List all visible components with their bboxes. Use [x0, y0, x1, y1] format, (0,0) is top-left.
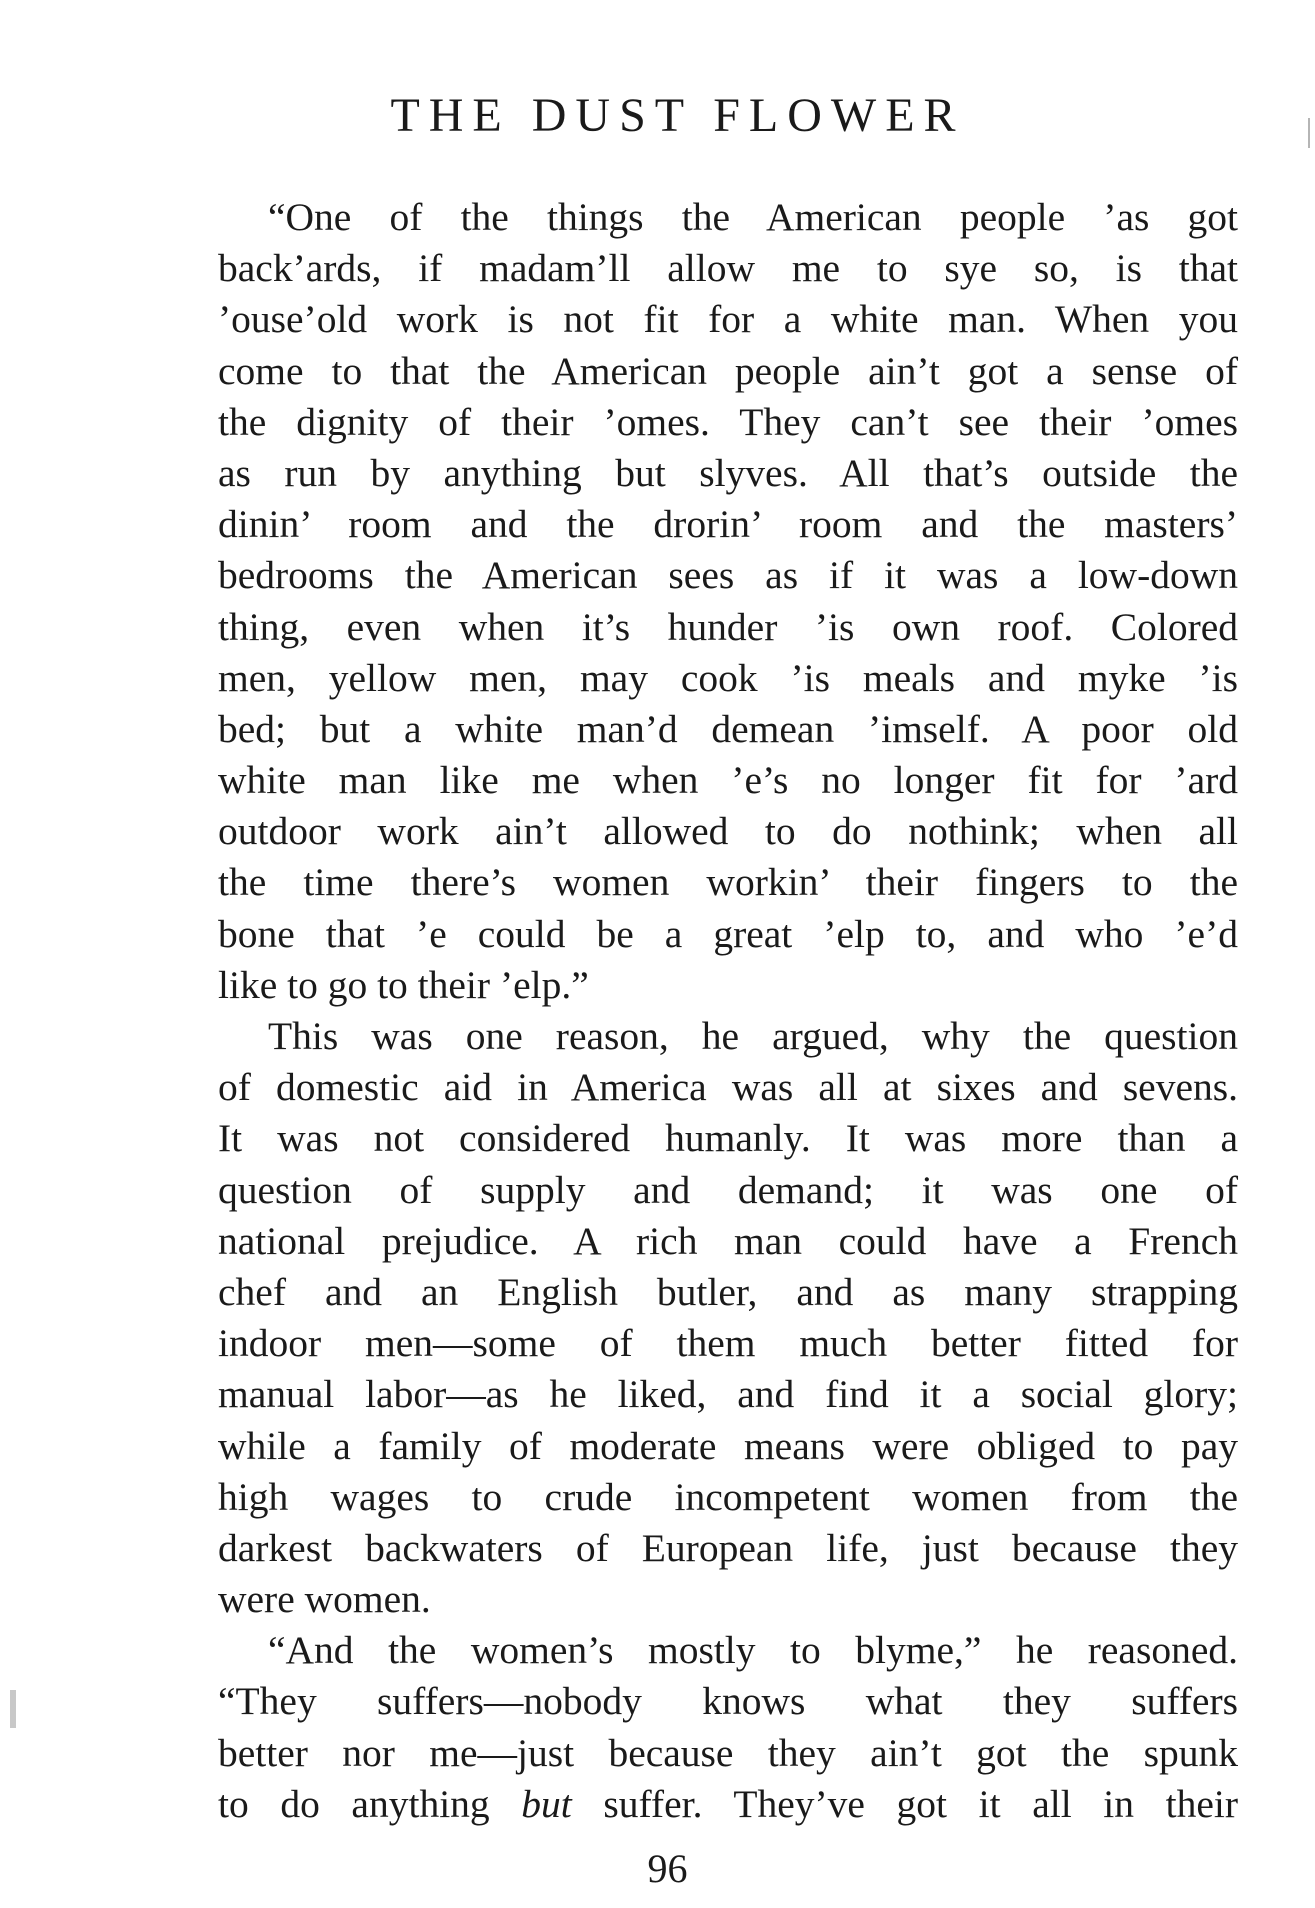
text-line: thing, even when it’s hunder ’is own roof. Colored — [218, 604, 1238, 649]
scan-mark — [10, 1690, 16, 1728]
text-line: bedrooms the American sees as if it was a low-down — [218, 553, 1238, 598]
text-line: manual labor—as he liked, and find it a social glory; — [218, 1372, 1238, 1417]
text-line: bone that ’e could be a great ’elp to, and who ’e’d — [218, 911, 1238, 956]
text-line: “They suffers—nobody knows what they suffers — [218, 1679, 1238, 1724]
body-text — [218, 192, 1238, 1830]
scan-mark — [1308, 118, 1310, 148]
text-line: high wages to crude incompetent women from the — [218, 1474, 1238, 1519]
text-line: come to that the American people ain’t got a sense of — [218, 348, 1238, 393]
running-head: THE DUST FLOWER — [390, 89, 965, 142]
text-line: as run by anything but slyves. All that’s outside the — [218, 450, 1238, 495]
text-line: outdoor work ain’t allowed to do nothink; when all — [218, 809, 1238, 854]
text-line: “And the women’s mostly to blyme,” he reasoned. — [268, 1628, 1238, 1673]
text-line: indoor men—some of them much better fitted for — [218, 1321, 1238, 1366]
text-line: were women. — [218, 1577, 431, 1622]
text-line: like to go to their ’elp.” — [218, 962, 589, 1007]
text-line: ’ouse’old work is not fit for a white man. When you — [218, 297, 1238, 342]
text-line: question of supply and demand; it was one of — [218, 1167, 1238, 1212]
text-line: better nor me—just because they ain’t got the spunk — [218, 1730, 1238, 1775]
text-line: while a family of moderate means were obliged to pay — [218, 1423, 1238, 1468]
text-line: national prejudice. A rich man could have a French — [218, 1218, 1238, 1263]
text-line: the time there’s women workin’ their fingers to the — [218, 860, 1238, 905]
text-line: bed; but a white man’d demean ’imself. A poor old — [218, 706, 1238, 751]
text-line: This was one reason, he argued, why the question — [268, 1014, 1238, 1058]
text-line: white man like me when ’e’s no longer fit for ’ard — [218, 758, 1238, 803]
text-line: back’ards, if madam’ll allow me to sye so, is that — [218, 246, 1238, 291]
text-line: chef and an English butler, and as many strapping — [218, 1269, 1238, 1314]
text-line: It was not considered humanly. It was more than a — [218, 1116, 1238, 1161]
text-line: the dignity of their ’omes. They can’t see their ’omes — [218, 399, 1238, 444]
text-line: darkest backwaters of European life, just because they — [218, 1525, 1238, 1570]
italic-word: but — [521, 1781, 572, 1826]
page-number: 96 — [647, 1846, 688, 1891]
text-line: dinin’ room and the drorin’ room and the masters’ — [218, 502, 1238, 547]
text-line: men, yellow men, may cook ’is meals and myke ’is — [218, 655, 1238, 700]
text-line: to do anything but suffer. They’ve got it all in their — [218, 1781, 1238, 1826]
text-line: of domestic aid in America was all at sixes and sevens. — [218, 1065, 1238, 1110]
text-line: “One of the things the American people ’as got — [268, 195, 1238, 239]
